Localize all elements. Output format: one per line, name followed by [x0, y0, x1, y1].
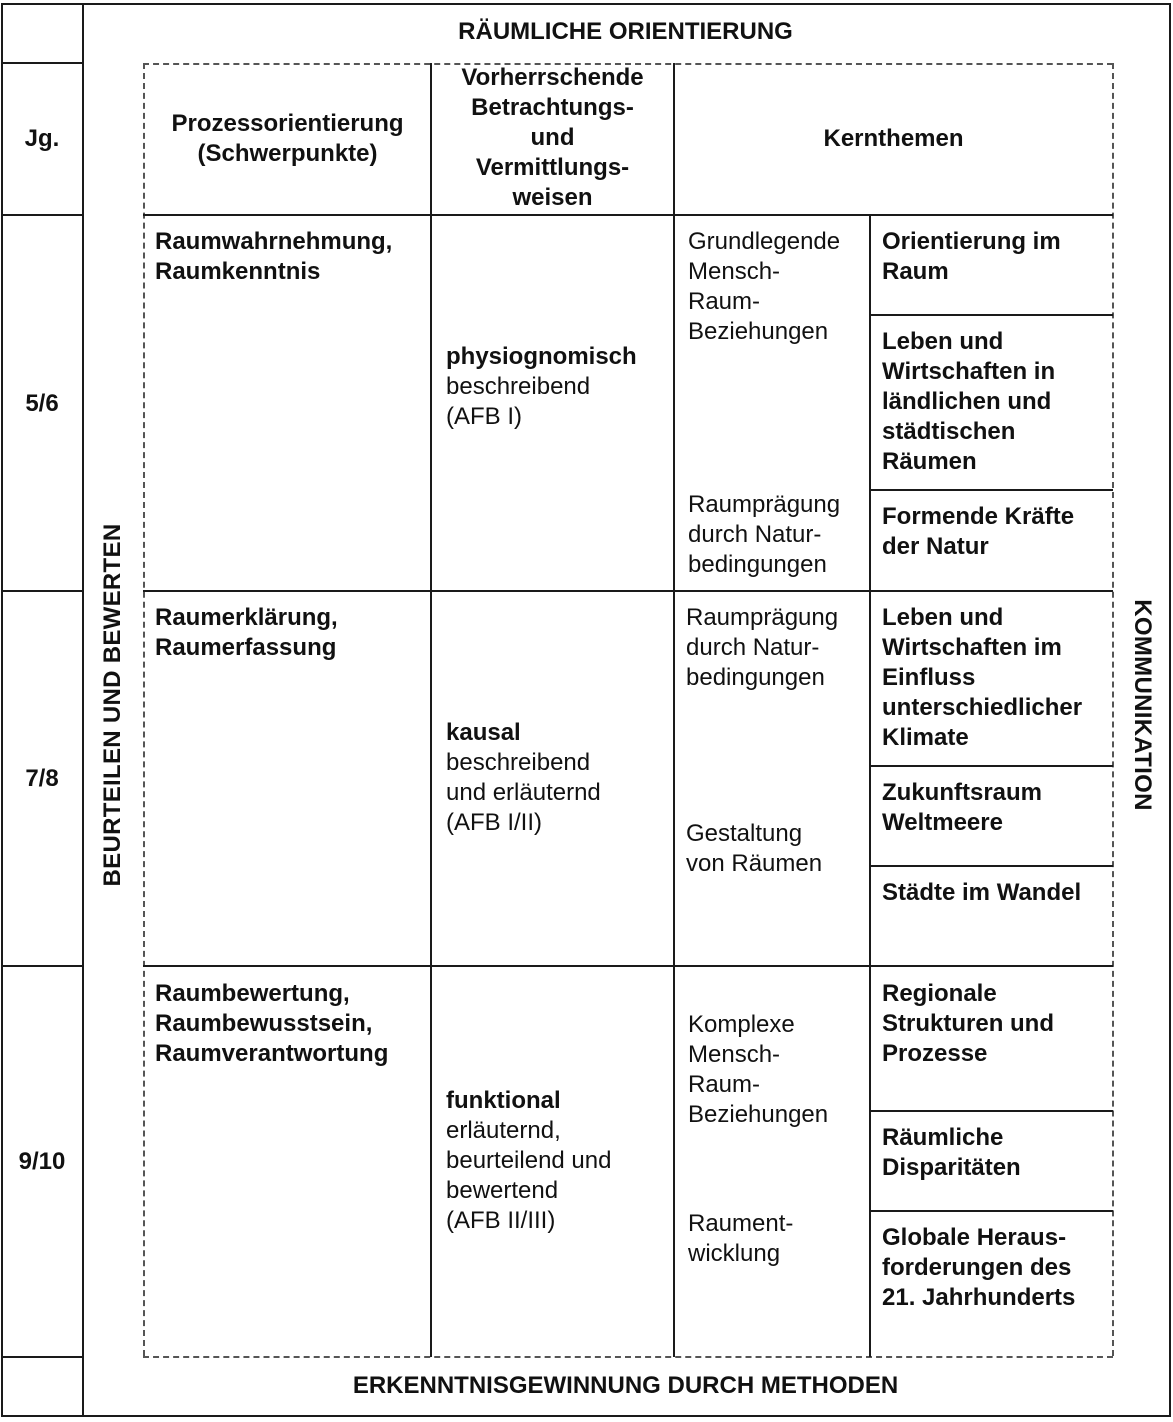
- grade-line-5: [1, 1356, 83, 1358]
- mode-cell: [446, 718, 671, 838]
- topic-line: städtischen: [882, 418, 1016, 445]
- dashed-bottom: [143, 1356, 1113, 1358]
- header-modes: [432, 63, 673, 213]
- topic-line: Strukturen und: [882, 1010, 1054, 1037]
- topic-line: Räumliche: [882, 1124, 1004, 1151]
- theme-line: bedingungen: [688, 551, 827, 578]
- topic-cell: [882, 1223, 1110, 1313]
- grade-line-2: [1, 214, 83, 216]
- theme-line: Raumprägung: [688, 491, 841, 518]
- col-line-process: [430, 63, 432, 1357]
- process-line: Raumkenntnis: [155, 258, 321, 285]
- dashed-right: [1112, 63, 1114, 1356]
- bottom-label: ERKENNTNISGEWINNUNG DURCH METHODEN: [352, 1372, 899, 1399]
- theme-line: von Räumen: [686, 850, 823, 877]
- col-line-topics: [869, 214, 871, 1357]
- header-core: Kernthemen: [823, 125, 964, 152]
- header-process-line: Prozessorientierung: [171, 110, 404, 137]
- topic-line: unterschiedlicher: [882, 694, 1083, 721]
- topic-line: Disparitäten: [882, 1154, 1021, 1181]
- theme-line: Komplexe: [688, 1011, 795, 1038]
- header-bottom-line: [143, 214, 1113, 216]
- mode-bold: physiognomisch: [446, 343, 637, 370]
- process-line: Raumbewertung,: [155, 980, 350, 1007]
- dashed-left: [143, 63, 145, 1356]
- mode-bold: kausal: [446, 719, 521, 746]
- right-label: KOMMUNIKATION: [1129, 599, 1156, 811]
- topic-sep-6: [869, 1210, 1113, 1212]
- topic-line: Orientierung im: [882, 228, 1061, 255]
- theme-line: durch Natur-: [688, 521, 822, 548]
- topic-cell: [882, 1123, 1110, 1183]
- row-line-1: [143, 590, 1113, 592]
- topic-line: Raum: [882, 258, 949, 285]
- grade-line-1: [1, 62, 83, 64]
- theme-line: Raumprägung: [686, 604, 839, 631]
- topic-line: ländlichen und: [882, 388, 1052, 415]
- topic-sep-3: [869, 765, 1113, 767]
- grade-label: 9/10: [18, 1148, 66, 1175]
- theme-cell: [686, 603, 868, 693]
- theme-cell: [688, 490, 868, 580]
- topic-cell: [882, 327, 1110, 477]
- theme-line: bedingungen: [686, 664, 825, 691]
- topic-cell: [882, 979, 1110, 1069]
- topic-line: Weltmeere: [882, 809, 1003, 836]
- topic-line: forderungen des: [882, 1254, 1072, 1281]
- topic-line: Klimate: [882, 724, 969, 751]
- topic-line: Leben und: [882, 328, 1004, 355]
- header-modes-line: weisen: [512, 184, 593, 211]
- process-line: Raumerfassung: [155, 634, 337, 661]
- mode-line: beurteilend und: [446, 1147, 612, 1174]
- process-cell: [155, 603, 427, 663]
- theme-line: Beziehungen: [688, 318, 829, 345]
- header-process: [145, 109, 430, 169]
- mode-line: (AFB II/III): [446, 1207, 556, 1234]
- topic-sep-5: [869, 1110, 1113, 1112]
- process-line: Raumverantwortung: [155, 1040, 389, 1067]
- theme-line: Mensch-: [688, 1041, 781, 1068]
- topic-line: Einfluss: [882, 664, 976, 691]
- theme-line: durch Natur-: [686, 634, 820, 661]
- topic-line: der Natur: [882, 533, 989, 560]
- topic-sep-4: [869, 865, 1113, 867]
- left-label: BEURTEILEN UND BEWERTEN: [99, 523, 126, 887]
- row-line-2: [143, 965, 1113, 967]
- header-jg: Jg.: [24, 125, 60, 152]
- process-cell: [155, 979, 427, 1069]
- topic-cell: [882, 878, 1110, 908]
- theme-line: Raum-: [688, 1071, 761, 1098]
- header-modes-line: und: [530, 124, 575, 151]
- top-label: RÄUMLICHE ORIENTIERUNG: [458, 18, 793, 45]
- topic-line: Leben und: [882, 604, 1004, 631]
- col-line-modes: [673, 63, 675, 1357]
- header-modes-line: Vermittlungs-: [475, 154, 630, 181]
- topic-line: Wirtschaften in: [882, 358, 1056, 385]
- mode-line: (AFB I/II): [446, 809, 542, 836]
- grade-label: 7/8: [25, 765, 59, 792]
- theme-cell: [688, 227, 868, 347]
- theme-line: Gestaltung: [686, 820, 803, 847]
- topic-line: Globale Heraus-: [882, 1224, 1067, 1251]
- topic-sep-2: [869, 489, 1113, 491]
- mode-line: beschreibend: [446, 749, 591, 776]
- theme-line: Mensch-: [688, 258, 781, 285]
- mode-line: beschreibend: [446, 373, 591, 400]
- topic-cell: [882, 227, 1110, 287]
- mode-line: erläuternd,: [446, 1117, 561, 1144]
- header-process-line: (Schwerpunkte): [197, 140, 378, 167]
- topic-line: Formende Kräfte: [882, 503, 1075, 530]
- theme-line: Raument-: [688, 1210, 794, 1237]
- mode-cell: [446, 342, 671, 432]
- theme-line: Grundlegende: [688, 228, 841, 255]
- theme-line: Raum-: [688, 288, 761, 315]
- grade-line-4: [1, 965, 83, 967]
- process-line: Raumwahrnehmung,: [155, 228, 393, 255]
- topic-cell: [882, 502, 1110, 562]
- mode-bold: funktional: [446, 1087, 561, 1114]
- process-line: Raumerklärung,: [155, 604, 338, 631]
- theme-cell: [686, 819, 868, 879]
- theme-line: wicklung: [688, 1240, 781, 1267]
- topic-line: Wirtschaften im: [882, 634, 1062, 661]
- topic-line: Prozesse: [882, 1040, 988, 1067]
- mode-line: bewertend: [446, 1177, 559, 1204]
- mode-line: und erläuternd: [446, 779, 601, 806]
- theme-cell: [688, 1010, 868, 1130]
- topic-line: 21. Jahrhunderts: [882, 1284, 1076, 1311]
- topic-line: Zukunftsraum: [882, 779, 1043, 806]
- topic-cell: [882, 603, 1110, 753]
- theme-line: Beziehungen: [688, 1101, 829, 1128]
- theme-cell: [688, 1209, 868, 1269]
- header-modes-line: Betrachtungs-: [471, 94, 634, 121]
- topic-line: Regionale: [882, 980, 997, 1007]
- header-modes-line: Vorherrschende: [461, 64, 644, 91]
- topic-line: Räumen: [882, 448, 977, 475]
- topic-line: Städte im Wandel: [882, 879, 1082, 906]
- mode-line: (AFB I): [446, 403, 522, 430]
- process-line: Raumbewusstsein,: [155, 1010, 373, 1037]
- mode-cell: [446, 1086, 671, 1236]
- topic-cell: [882, 778, 1110, 838]
- process-cell: [155, 227, 427, 287]
- grade-line-3: [1, 590, 83, 592]
- grade-label: 5/6: [25, 390, 59, 417]
- topic-sep-1: [869, 314, 1113, 316]
